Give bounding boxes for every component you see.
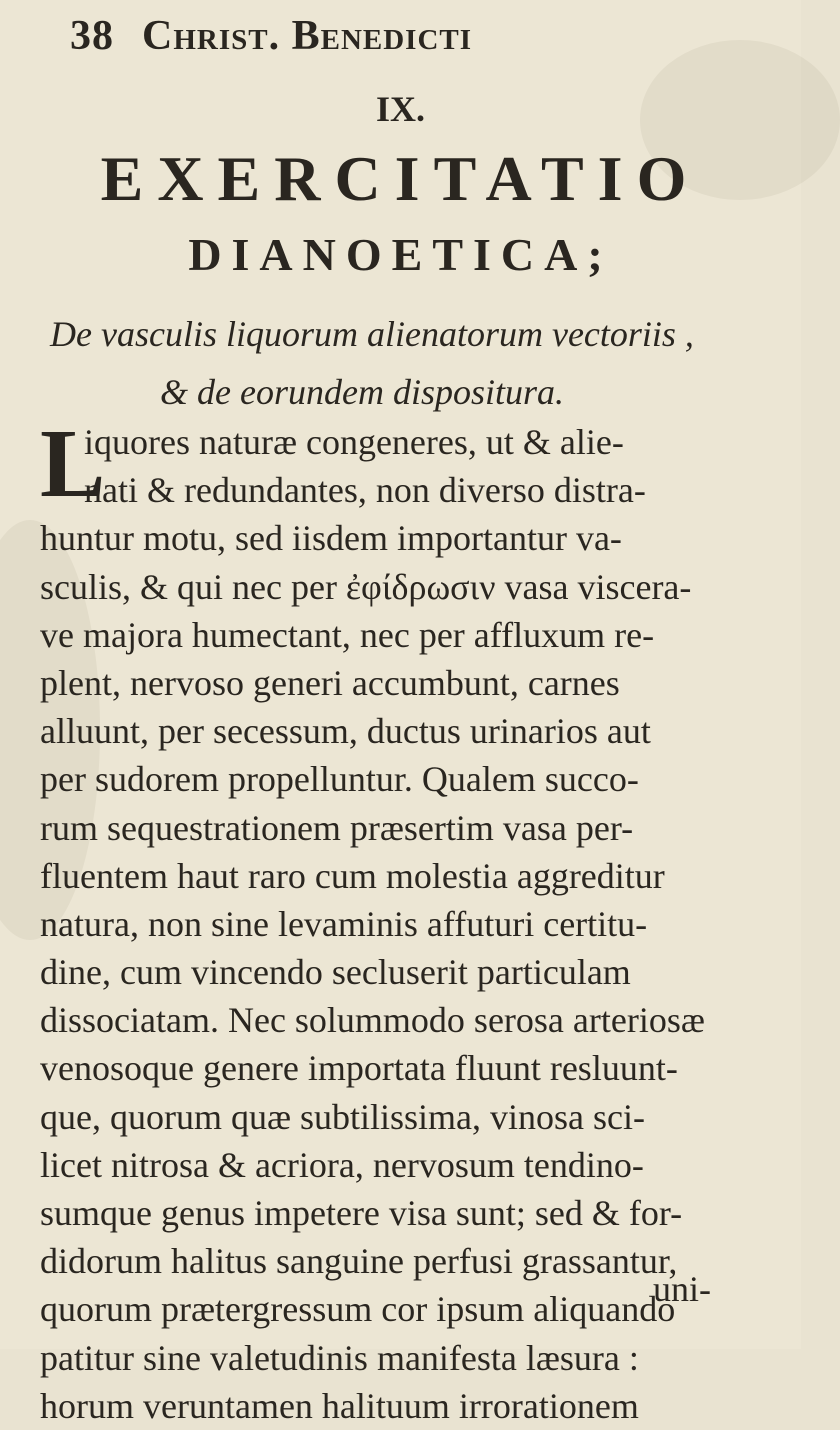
- page-number: 38: [70, 13, 114, 59]
- body-line: fluentem haut raro cum molestia aggreditur: [40, 855, 665, 896]
- body-line: nati & redundantes, non diverso distra-: [84, 470, 646, 511]
- body-line: dissociatam. Nec solummodo serosa arteriosæ: [40, 1000, 705, 1041]
- body-line: huntur motu, sed iisdem importantur va-: [40, 518, 622, 559]
- catchword: uni-: [653, 1269, 711, 1309]
- body-line: ve majora humectant, nec per affluxum re-: [40, 614, 655, 655]
- body-line: dine, cum vincendo secluserit particulam: [40, 952, 631, 993]
- body-line: licet nitrosa & acriora, nervosum tendino-: [40, 1144, 644, 1185]
- body-line: didorum halitus sanguine perfusi grassantur,: [40, 1241, 678, 1282]
- body-line: sumque genus impetere visa sunt; sed & for-: [40, 1193, 683, 1233]
- section-title: EXERCITATIO: [100, 143, 701, 214]
- body-line: quorum prætergressum cor ipsum aliquando: [40, 1289, 676, 1330]
- section-number: IX.: [375, 89, 425, 129]
- body-line: venosoque genere importata fluunt resluunt-: [40, 1048, 678, 1089]
- body-line: per sudorem propelluntur. Qualem succo-: [40, 759, 639, 800]
- summary-line: & de eorundem dispositura.: [160, 372, 564, 412]
- section-subtitle: DIANOETICA;: [188, 229, 613, 280]
- body-line: iquores naturæ congeneres, ut & alie-: [84, 422, 624, 462]
- body-line: sculis, & qui nec per ἐφίδρωσιν vasa viscera-: [40, 566, 692, 607]
- body-line: natura, non sine levaminis affuturi certitu-: [40, 903, 648, 944]
- body-line: horum veruntamen halituum irrorationem: [40, 1385, 639, 1426]
- body-line: plent, nervoso generi accumbunt, carnes: [40, 662, 620, 703]
- drop-cap: L: [40, 410, 106, 518]
- section-summary: [40, 305, 770, 421]
- body-line: rum sequestrationem præsertim vasa per-: [40, 807, 634, 848]
- body-line: que, quorum quæ subtilissima, vinosa sci-: [40, 1096, 645, 1137]
- body-line: patitur sine valetudinis manifesta læsura :: [40, 1337, 639, 1378]
- page-header: [70, 12, 760, 66]
- running-head: Christ. Benedicti: [142, 13, 473, 59]
- body-line: alluunt, per secessum, ductus urinarios aut: [40, 711, 651, 752]
- summary-line: De vasculis liquorum alienatorum vectoriis ,: [50, 314, 694, 354]
